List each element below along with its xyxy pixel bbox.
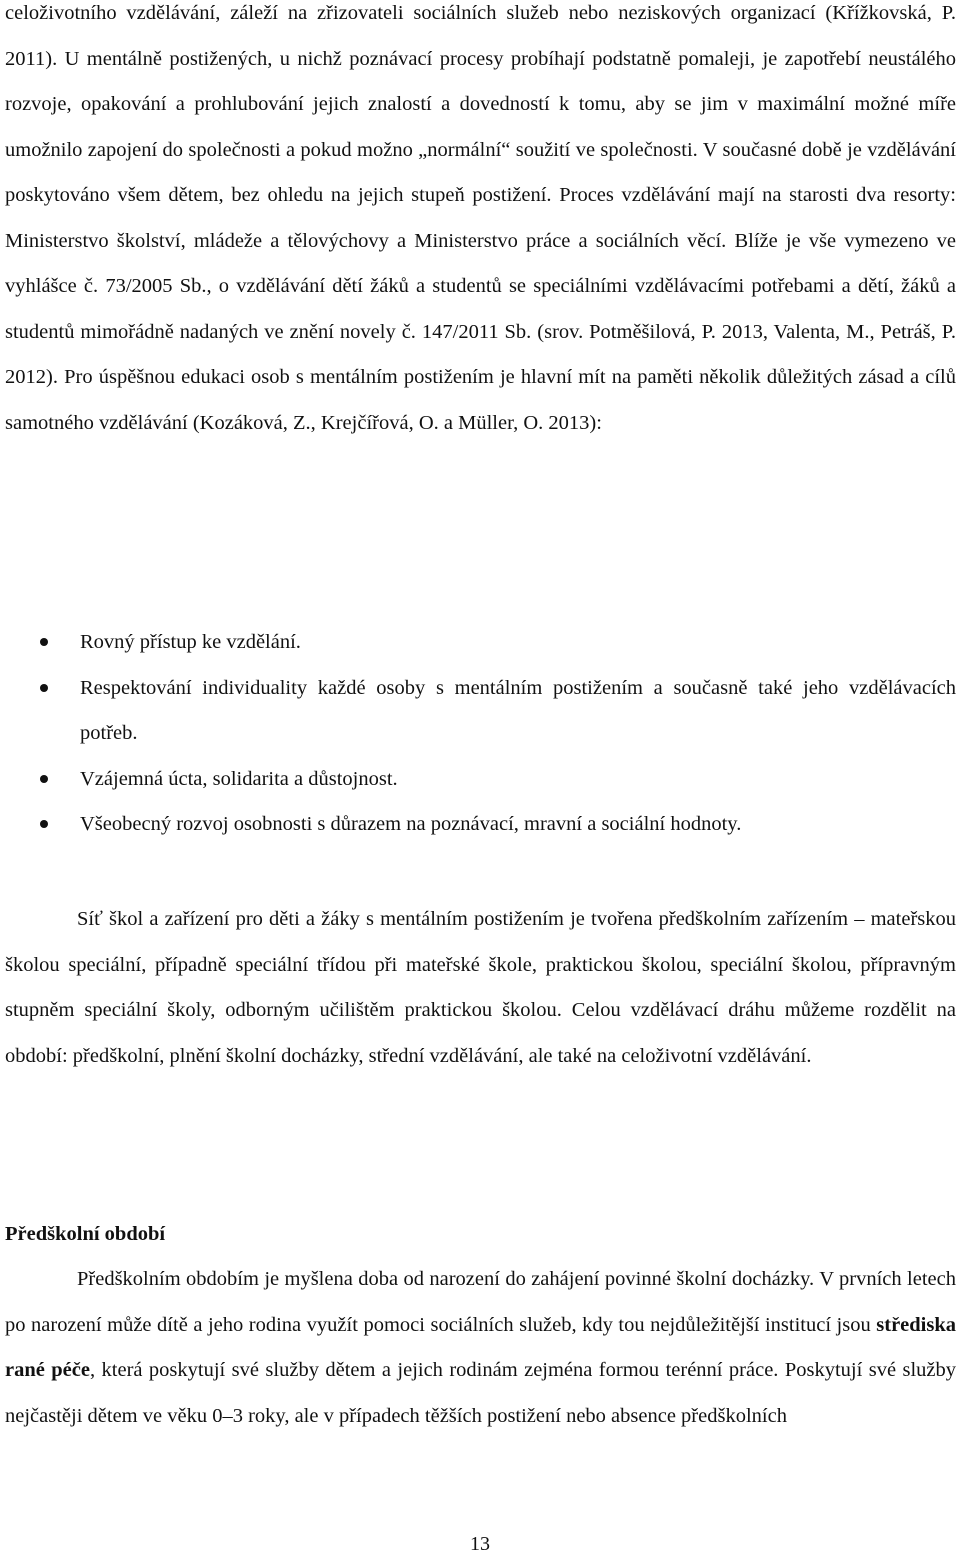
- bullet-icon: [40, 638, 48, 646]
- list-item: [0, 666, 956, 757]
- bullet-icon: [40, 684, 48, 692]
- paragraph-text: Předškolním obdobím je myšlena doba od narození do zahájení povinné školní docházky. V prvních letech po narození může dítě a jeho rodina využít pomoci sociálních služeb, kdy tou nejdůležitější institucí jsou: [5, 1268, 956, 1336]
- body-paragraph: celoživotního vzdělávání, záleží na zřizovateli sociálních služeb nebo neziskových organizací (Křížkovská, P. 2011). U mentálně postižených, u nichž poznávací procesy probíhají podstatně pomaleji, je zapotřebí neustálého rozvoje, opakování a prohlubování jejich znalostí a dovedností k tomu, aby se jim v maximální možné míře umožnilo zapojení do společnosti a pokud možno „normální“ soužití ve společnosti. V současné době je vzdělávání poskytováno všem dětem, bez ohledu na jejich stupeň postižení. Proces vzdělávání mají na starosti dva resorty: Ministerstvo školství, mládeže a tělovýchovy a Ministerstvo práce a sociálních věcí. Blíže je vše vymezeno ve vyhlášce č. 73/2005 Sb., o vzdělávání dětí žáků a studentů se speciálními vzdělávacími potřebami a dětí, žáků a studentů mimořádně nadaných ve znění novely č. 147/2011 Sb. (srov. Potměšilová, P. 2013, Valenta, M., Petráš, P. 2012). Pro úspěšnou edukaci osob s mentálním postižením je hlavní mít na paměti několik důležitých zásad a cílů samotného vzdělávání (Kozáková, Z., Krejčířová, O. a Müller, O. 2013):: [5, 2, 956, 434]
- emphasized-term: střediska rané péče: [5, 1313, 956, 1381]
- principles-list: [0, 620, 956, 848]
- section-heading: Předškolní období: [5, 1223, 166, 1245]
- bullet-icon: [40, 775, 48, 783]
- list-item-text: Všeobecný rozvoj osobnosti s důrazem na poznávací, mravní a sociální hodnoty.: [80, 813, 742, 835]
- list-item: [0, 620, 956, 666]
- body-paragraph: [5, 897, 956, 1079]
- paragraph-text: Síť škol a zařízení pro děti a žáky s mentálním postižením je tvořena předškolním zařízením – mateřskou školou speciální, případně speciální třídou při mateřské škole, praktickou školou, speciální školou, přípravným stupněm speciální školy, odborným učilištěm praktickou školou. Celou vzdělávací dráhu můžeme rozdělit na období: předškolní, plnění školní docházky, střední vzdělávání, ale také na celoživotní vzdělávání.: [5, 908, 956, 1067]
- list-item-text: Rovný přístup ke vzdělání.: [80, 631, 301, 653]
- page-number: 13: [470, 1533, 490, 1555]
- bullet-icon: [40, 820, 48, 828]
- list-item: [0, 757, 956, 803]
- list-item: [0, 802, 956, 848]
- list-item-text: Respektování individuality každé osoby s mentálním postižením a současně také jeho vzdělávacích potřeb.: [80, 676, 956, 744]
- paragraph-text: , která poskytují své služby dětem a jejich rodinám zejména formou terénní práce. Poskytují své služby nejčastěji dětem ve věku 0–3 roky, ale v případech těžších postižení nebo absence předškolních: [5, 1359, 957, 1427]
- list-item-text: Vzájemná úcta, solidarita a důstojnost.: [80, 767, 398, 790]
- body-paragraph: [5, 1257, 956, 1439]
